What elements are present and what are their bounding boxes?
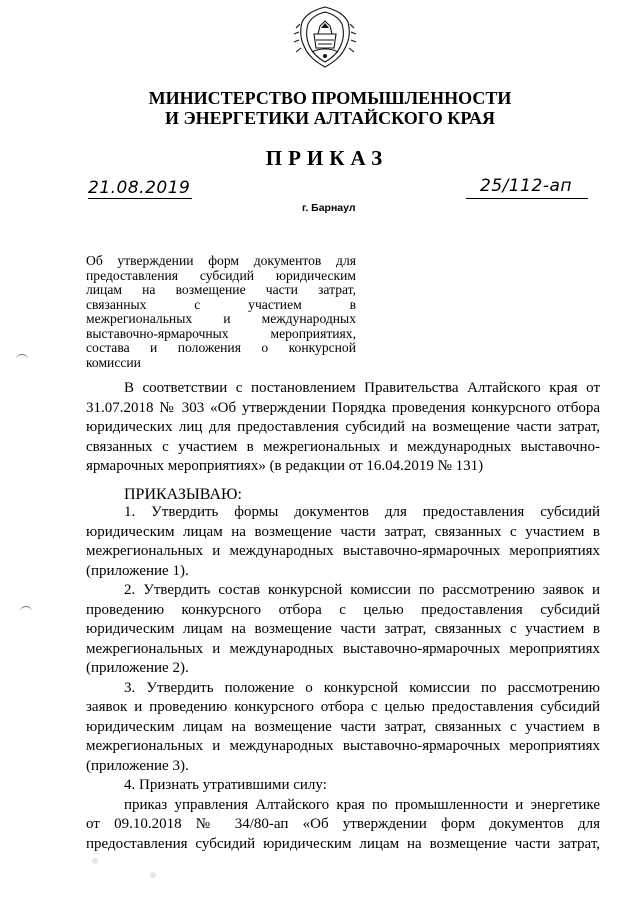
subject-line: лицам на возмещение части затрат, bbox=[86, 282, 356, 297]
order-directive-word: ПРИКАЗЫВАЮ: bbox=[124, 486, 242, 503]
city-label: г. Барнаул bbox=[302, 202, 356, 214]
item-line: 2. Утвердить состав конкурсной комиссии по рассмотрению заявок и bbox=[124, 582, 600, 598]
order-date: 21.08.2019 bbox=[88, 178, 191, 198]
scan-speck bbox=[150, 872, 156, 878]
ministry-name-line1: МИНИСТЕРСТВО ПРОМЫШЛЕННОСТИ bbox=[148, 88, 512, 108]
preamble-line: В соответствии с постановлением Правительства Алтайского края от bbox=[124, 380, 600, 396]
subject-line: предоставления субсидий юридическим bbox=[86, 267, 356, 283]
item-line: межрегиональных и международных выставочно-ярмарочных мероприятиях bbox=[86, 543, 600, 559]
preamble-line: ярмарочных мероприятиях» (в редакции от 16.04.2019 № 131) bbox=[86, 458, 484, 474]
hole-punch-mark bbox=[20, 606, 32, 617]
hole-punch-mark bbox=[16, 354, 28, 365]
subject-line: состава и положения о конкурсной bbox=[86, 340, 356, 355]
subject-line: межрегиональных и международных bbox=[86, 311, 356, 326]
preamble-line: юридических лиц для предоставления субсидий на возмещение части затрат, bbox=[86, 419, 600, 435]
item-line: (приложение 3). bbox=[86, 757, 189, 774]
order-subject bbox=[86, 254, 356, 370]
item-line: юридическим лицам на возмещение части затрат, связанных с участием в bbox=[86, 621, 600, 637]
order-number: 25/112-ап bbox=[480, 176, 572, 196]
item-line: предоставления субсидий юридическим лицам на возмещение части затрат, bbox=[86, 835, 600, 852]
item-line: (приложение 2). bbox=[86, 660, 189, 676]
scan-speck bbox=[92, 858, 98, 864]
preamble-line: 31.07.2018 № 303 «Об утверждении Порядка проведения конкурсного отбора bbox=[86, 399, 600, 416]
subject-line: Об утверждении форм документов для bbox=[86, 253, 356, 268]
item-line: (приложение 1). bbox=[86, 562, 189, 579]
item-line: юридическим лицам на возмещение части затрат, связанных с участием в bbox=[86, 718, 600, 735]
item-line: юридическим лицам на возмещение части затрат, связанных с участием в bbox=[86, 523, 600, 540]
subject-line: связанных с участием в bbox=[86, 296, 356, 312]
item-line: межрегиональных и международных выставочно-ярмарочных мероприятиях bbox=[86, 738, 600, 754]
subject-line: выставочно-ярмарочных мероприятиях, bbox=[86, 325, 356, 341]
item-line: 1. Утвердить формы документов для предоставления субсидий bbox=[124, 504, 600, 520]
item-line: 3. Утвердить положение о конкурсной комиссии по рассмотрению bbox=[124, 679, 600, 696]
item-line: проведению конкурсного отбора с целью предоставления субсидий bbox=[86, 601, 600, 618]
order-items bbox=[86, 503, 600, 854]
preamble-line: связанных с участием в межрегиональных и международных выставочно- bbox=[86, 438, 600, 455]
preamble-paragraph bbox=[86, 379, 600, 477]
item-line: от 09.10.2018 № 34/80-ап «Об утверждении форм документов для bbox=[86, 816, 600, 832]
item-line: заявок и проведению конкурсного отбора с целью предоставления субсидий bbox=[86, 699, 600, 715]
order-number-underline bbox=[466, 198, 588, 199]
document-type-title: ПРИКАЗ bbox=[265, 146, 389, 170]
altai-krai-coat-of-arms-icon bbox=[292, 4, 358, 70]
ministry-name-line2: И ЭНЕРГЕТИКИ АЛТАЙСКОГО КРАЯ bbox=[164, 108, 496, 128]
item-line: приказ управления Алтайского края по промышленности и энергетике bbox=[124, 796, 600, 813]
item-line: 4. Признать утратившими силу: bbox=[124, 777, 327, 793]
item-line: межрегиональных и международных выставочно-ярмарочных мероприятиях bbox=[86, 640, 600, 657]
coat-of-arms-emblem bbox=[292, 4, 358, 70]
subject-line: комиссии bbox=[86, 354, 141, 370]
